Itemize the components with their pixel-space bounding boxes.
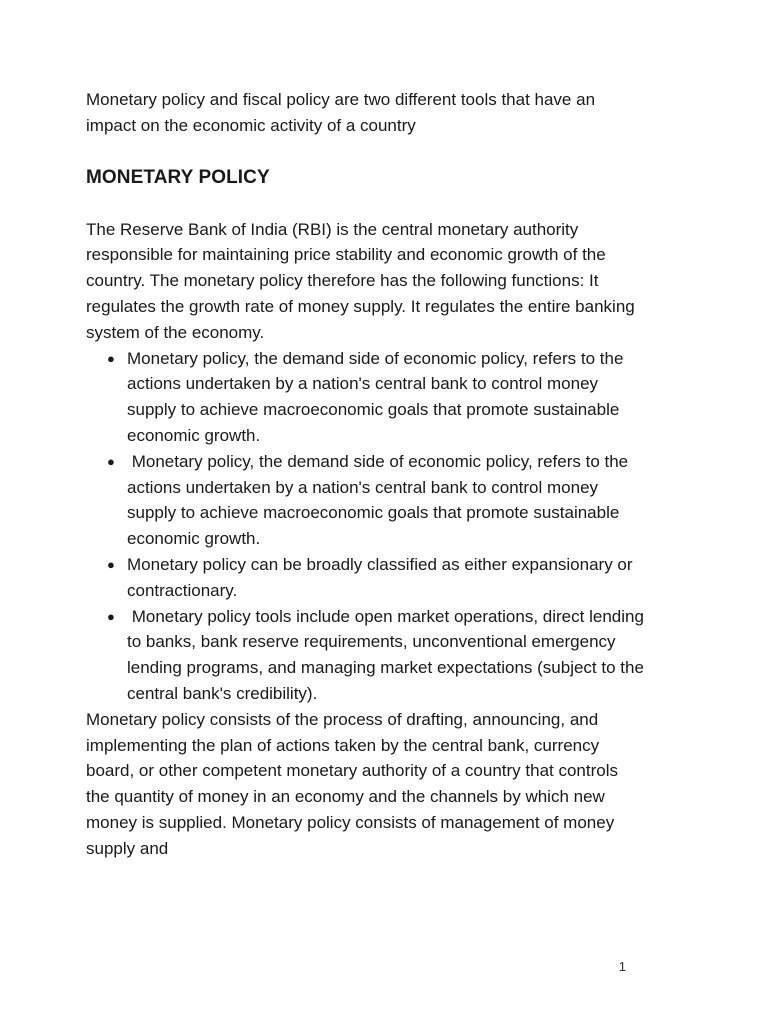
bullet-item <box>86 604 649 707</box>
bullet-text: Monetary policy tools include open market operations, direct lending to banks, bank reserve requirements, unconventional emergency lending programs, and managing market expectations (subject to the central bank's credibility). <box>127 606 649 703</box>
intro-paragraph: Monetary policy and fiscal policy are two different tools that have an impact on the economic activity of a country <box>86 90 596 135</box>
bullet-text: Monetary policy can be broadly classified as either expansionary or contractionary. <box>127 554 633 600</box>
bullet-text: Monetary policy, the demand side of economic policy, refers to the actions undertaken by a nation's central bank to control money supply to achieve macroeconomic goals that promote sustainable economic growth. <box>127 451 633 549</box>
bullet-text: Monetary policy, the demand side of economic policy, refers to the actions undertaken by a nation's central bank to control money supply to achieve macroeconomic goals that promote sustainable economic growth. <box>127 348 624 445</box>
bullet-icon: ● <box>107 453 115 469</box>
bullet-item <box>86 346 646 449</box>
page-number: 1 <box>618 959 626 974</box>
bullet-item <box>86 449 646 552</box>
bullet-icon: ● <box>107 350 115 366</box>
body-paragraph-2: Monetary policy consists of the process of drafting, announcing, and implementing the plan of actions taken by the central bank, currency board, or other competent monetary authority of a country that controls the quantity of money in an economy and the channels by which new money is supplied. Monetary policy consists of management of money supply and <box>86 709 619 858</box>
page-content <box>86 87 649 862</box>
bullet-icon: ● <box>107 556 115 572</box>
bullet-icon: ● <box>107 608 115 624</box>
bullet-item <box>86 552 646 604</box>
bullet-list <box>86 346 649 707</box>
body-paragraph-1: The Reserve Bank of India (RBI) is the central monetary authority responsible for maintaining price stability and economic growth of the country. The monetary policy therefore has the following functions: It regulates the growth rate of money supply. It regulates the entire banking system of the economy. <box>86 219 635 342</box>
section-heading: MONETARY POLICY <box>86 166 270 188</box>
